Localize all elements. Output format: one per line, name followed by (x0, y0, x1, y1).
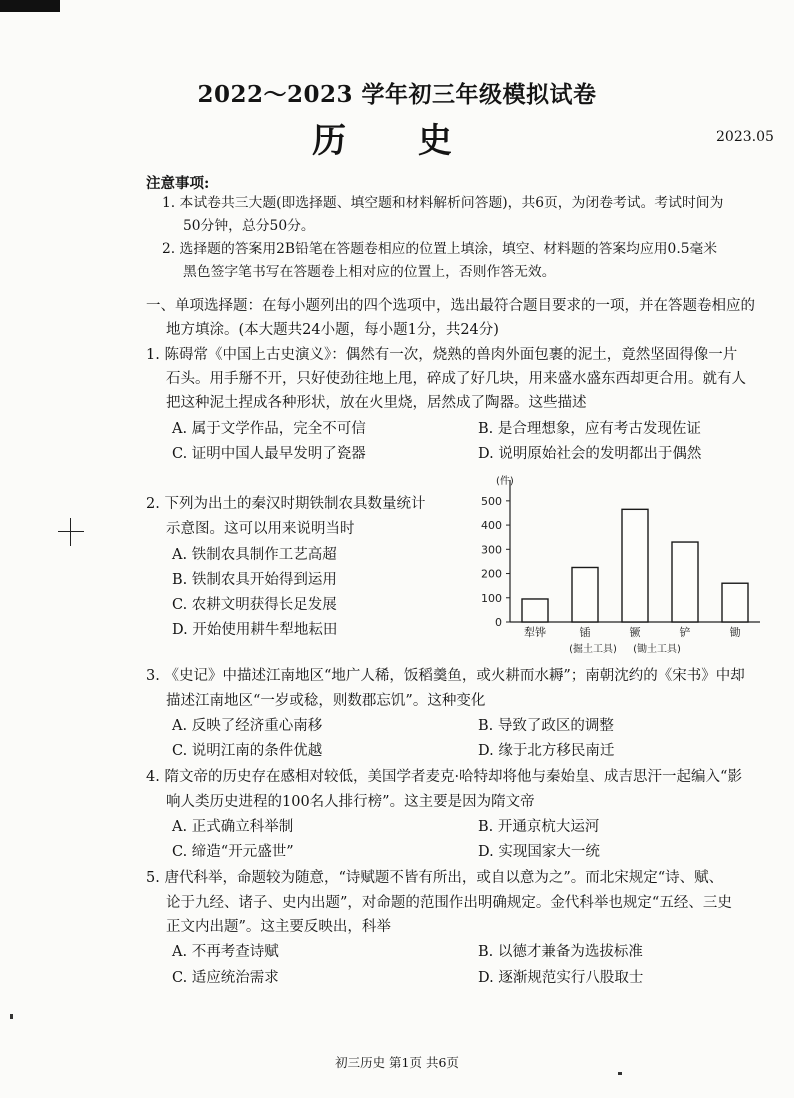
subject-heading: 历 史 (312, 121, 482, 161)
bar (622, 509, 648, 622)
y-tick-label: 400 (481, 519, 502, 533)
option-a: A. 正式确立科举制 (172, 819, 294, 835)
group-label: (掘土工具) (569, 644, 617, 655)
registration-mark (58, 531, 84, 532)
question-3-text: 3. 《史记》中描述江南地区“地广人稀，饭稻羹鱼，或火耕而水耨”；南朝沈约的《宋书》中却 (146, 668, 745, 684)
iron-tools-bar-chart (470, 474, 770, 664)
y-tick-label: 0 (495, 616, 502, 629)
group-label: (锄土工具) (633, 644, 681, 655)
bar (522, 599, 548, 622)
bar (722, 583, 748, 622)
option-b: B. 铁制农具开始得到运用 (172, 572, 337, 588)
note-line: 黑色签字笔书写在答题卷上相对应的位置上，否则作答无效。 (183, 264, 556, 280)
x-category-label: 锄 (729, 626, 741, 639)
option-c: C. 适应统治需求 (172, 970, 279, 986)
note-line: 2. 选择题的答案用2B铅笔在答题卷相应的位置上填涂，填空、材料题的答案均应用0.5毫米 (162, 241, 718, 257)
scan-corner-mark (0, 0, 60, 12)
registration-mark (70, 518, 71, 546)
option-c: C. 说明江南的条件优越 (172, 743, 323, 759)
note-line: 50分钟，总分50分。 (183, 218, 315, 234)
exam-date: 2023.05 (716, 129, 774, 145)
option-d: D. 实现国家大一统 (478, 844, 600, 860)
section-instruction: 地方填涂。(本大题共24小题，每小题1分，共24分) (166, 322, 499, 338)
question-5-text: 5. 唐代科举，命题较为随意，“诗赋题不皆有所出，或自以意为之”。而北宋规定“诗、赋、 (146, 870, 724, 886)
option-c: C. 证明中国人最早发明了瓷器 (172, 446, 366, 462)
option-a: A. 不再考查诗赋 (172, 944, 279, 960)
option-b: B. 是合理想象，应有考古发现佐证 (478, 421, 701, 437)
option-d: D. 说明原始社会的发明都出于偶然 (478, 446, 702, 462)
bar (672, 542, 698, 622)
question-1-text: 石头。用手掰不开，只好使劲往地上甩，碎成了好几块，用来盛水盛东西却更合用。就有人 (166, 371, 746, 387)
notes-heading: 注意事项: (146, 175, 210, 192)
x-category-label: 锸 (579, 626, 591, 639)
option-b: B. 以德才兼备为选拔标准 (478, 944, 643, 960)
y-tick-label: 200 (481, 567, 502, 581)
exam-title: 2022～2023 学年初三年级模拟试卷 (197, 81, 597, 108)
option-a: A. 铁制农具制作工艺高超 (172, 547, 337, 563)
y-tick-label: 100 (481, 591, 502, 605)
question-3-text: 描述江南地区“一岁或稔，则数郡忘饥”。这种变化 (166, 693, 486, 709)
option-a: A. 反映了经济重心南移 (172, 718, 323, 734)
y-axis-unit-label: (件) (496, 476, 514, 487)
scan-speck (618, 1072, 622, 1075)
x-category-label: 犁铧 (524, 626, 546, 639)
y-tick-label: 300 (481, 543, 502, 557)
question-1-text: 把这种泥土捏成各种形状，放在火里烧，居然成了陶器。这些描述 (166, 395, 587, 411)
question-2-text: 2. 下列为出土的秦汉时期铁制农具数量统计 (146, 496, 426, 512)
bar (572, 567, 598, 622)
section-instruction: 一、单项选择题：在每小题列出的四个选项中，选出最符合题目要求的一项，并在答题卷相应的 (146, 298, 755, 314)
x-category-label: 镢 (629, 626, 641, 639)
question-4-text: 4. 隋文帝的历史存在感相对较低，美国学者麦克·哈特却将他与秦始皇、成吉思汗一起编入“影 (146, 769, 742, 785)
option-c: C. 农耕文明获得长足发展 (172, 597, 337, 613)
x-category-label: 铲 (679, 626, 691, 639)
question-2-text: 示意图。这可以用来说明当时 (166, 521, 355, 537)
page-footer: 初三历史 第1页 共6页 (335, 1055, 459, 1070)
option-a: A. 属于文学作品，完全不可信 (172, 421, 366, 437)
y-tick-label: 500 (481, 494, 502, 508)
question-5-text: 论于九经、诸子、史内出题”，对命题的范围作出明确规定。金代科举也规定“五经、三史 (166, 895, 732, 911)
option-c: C. 缔造“开元盛世” (172, 844, 294, 860)
question-4-text: 响人类历史进程的100名人排行榜”。这主要是因为隋文帝 (166, 794, 535, 810)
option-d: D. 开始使用耕牛犁地耘田 (172, 622, 338, 638)
scan-speck (10, 1014, 13, 1019)
question-1-text: 1. 陈碍常《中国上古史演义》：偶然有一次，烧熟的兽肉外面包裹的泥土，竟然坚固得像一片 (146, 347, 738, 363)
note-line: 1. 本试卷共三大题(即选择题、填空题和材料解析问答题)，共6页，为闭卷考试。考试时间为 (162, 195, 724, 211)
option-d: D. 缘于北方移民南迁 (478, 743, 615, 759)
option-d: D. 逐渐规范实行八股取士 (478, 970, 644, 986)
question-5-text: 正文内出题”。这主要反映出，科举 (166, 919, 391, 935)
option-b: B. 开通京杭大运河 (478, 819, 600, 835)
option-b: B. 导致了政区的调整 (478, 718, 614, 734)
